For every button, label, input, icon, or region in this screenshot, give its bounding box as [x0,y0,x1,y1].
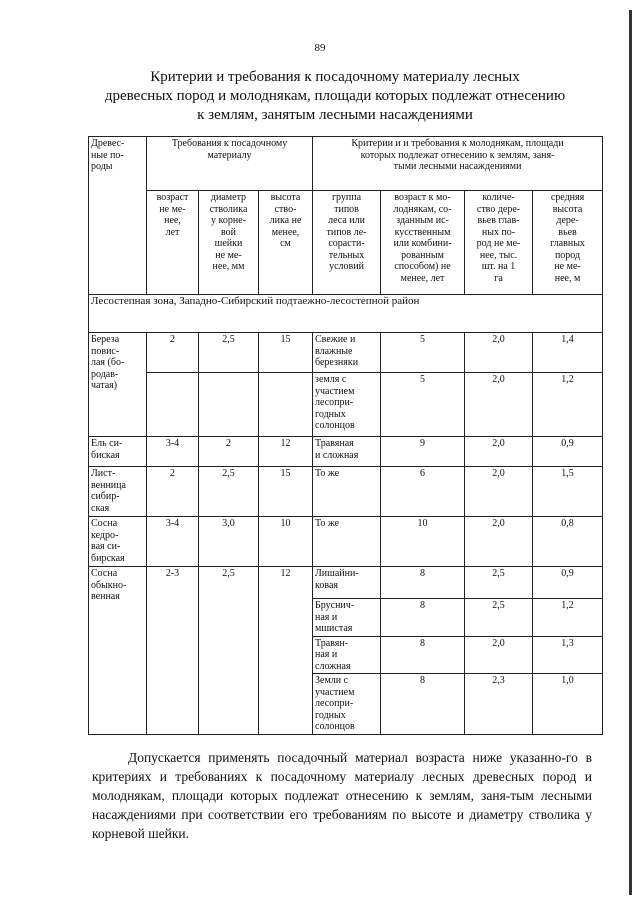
species-cell: Береза повис- лая (бо- родав- чатая) [89,333,147,437]
forest-type-cell: Лишайни- ковая [313,567,381,599]
young-age-cell: 5 [381,373,465,437]
height-cell: 12 [259,437,313,467]
age-cell: 2 [147,467,199,517]
empty-cell [147,373,199,437]
species-cell: Ель си- биская [89,437,147,467]
criteria-table [88,136,603,735]
scan-edge-line [629,10,632,895]
mean-height-cell: 1,2 [533,373,603,437]
species-cell: Сосна кедро- вая си- бирская [89,517,147,567]
tree-count-cell: 2,0 [465,636,533,674]
forest-type-cell: Бруснич- ная и мшистая [313,599,381,637]
table-row [89,467,603,517]
subheader-mean-height: средняя высота дере- вьев главных пород не ме- нее, м [533,191,603,295]
species-cell: Сосна обыкно- венная [89,567,147,735]
subheader-tree-count: количе- ство дере- вьев глав- ных по- род не ме- нее, тыс. шт. на 1 га [465,191,533,295]
tree-count-cell: 2,0 [465,373,533,437]
table-row [89,517,603,567]
forest-type-cell: Земли с участием лесопри- годных солонцов [313,674,381,735]
header-row [89,137,603,191]
young-age-cell: 8 [381,567,465,599]
subheader-forest-type: группа типов леса или типов ле- сорасти- тельных условий [313,191,381,295]
empty-cell [199,373,259,437]
mean-height-cell: 1,3 [533,636,603,674]
age-cell: 3-4 [147,517,199,567]
note-text: Допускается применять посадочный материал возраста ниже указанно-го в критериях и требованиях к посадочному материалу лесных древесных пород и молоднякам, площади которых подлежат отнесению к землям, заня-тым лесными насаждениями при соответствии его требованиям по высоте и диаметру стволика у корневой шейки. [92,750,592,841]
tree-count-cell: 2,0 [465,437,533,467]
tree-count-cell: 2,3 [465,674,533,735]
zone-row [89,295,603,333]
young-age-cell: 8 [381,674,465,735]
header-young-stands: Критерии и и требования к молоднякам, площади которых подлежат отнесению к землям, заня- тыми лесными насаждениями [313,137,603,191]
young-age-cell: 8 [381,599,465,637]
title-line: Критерии и требования к посадочному материалу лесных [150,69,520,85]
tree-count-cell: 2,0 [465,333,533,373]
mean-height-cell: 0,9 [533,437,603,467]
diameter-cell: 2,5 [199,333,259,373]
mean-height-cell: 0,9 [533,567,603,599]
tree-count-cell: 2,5 [465,567,533,599]
height-cell: 10 [259,517,313,567]
zone-label: Лесостепная зона, Западно-Сибирский подтаежно-лесостепной район [89,295,603,333]
young-age-cell: 8 [381,636,465,674]
table-row [89,567,603,599]
forest-type-cell: То же [313,467,381,517]
table-row [89,333,603,373]
tree-count-cell: 2,5 [465,599,533,637]
diameter-cell: 3,0 [199,517,259,567]
young-age-cell: 9 [381,437,465,467]
forest-type-cell: То же [313,517,381,567]
title-line: к землям, занятым лесными насаждениями [197,107,473,123]
forest-type-cell: Свежие и влажные березняки [313,333,381,373]
page-number: 89 [314,42,326,54]
mean-height-cell: 0,8 [533,517,603,567]
height-cell: 15 [259,333,313,373]
subheader-young-age: возраст к мо- лоднякам, со- зданным ис- кусственным или комбини- рованным способом) не менее, лет [381,191,465,295]
diameter-cell: 2,5 [199,567,259,735]
table-row [89,437,603,467]
header-planting-material: Требования к посадочному материалу [147,137,313,191]
tree-count-cell: 2,0 [465,467,533,517]
mean-height-cell: 1,4 [533,333,603,373]
young-age-cell: 6 [381,467,465,517]
height-cell: 12 [259,567,313,735]
diameter-cell: 2 [199,437,259,467]
subheader-age: возраст не ме- нее, лет [147,191,199,295]
young-age-cell: 10 [381,517,465,567]
header-species: Древес- ные по- роды [89,137,147,295]
note-paragraph [92,748,592,843]
empty-cell [259,373,313,437]
young-age-cell: 5 [381,333,465,373]
subheader-diameter: диаметр стволика у корне- вой шейки не ме- нее, мм [199,191,259,295]
age-cell: 2-3 [147,567,199,735]
forest-type-cell: Травяная и сложная [313,437,381,467]
species-cell: Лист- венница сибир- ская [89,467,147,517]
document-title [95,68,575,125]
subheader-height: высота ство- лика не менее, см [259,191,313,295]
tree-count-cell: 2,0 [465,517,533,567]
title-line: древесных пород и молоднякам, площади которых подлежат отнесению [104,88,566,104]
mean-height-cell: 1,2 [533,599,603,637]
forest-type-cell: земля с участием лесопри- годных солонцов [313,373,381,437]
mean-height-cell: 1,0 [533,674,603,735]
diameter-cell: 2,5 [199,467,259,517]
mean-height-cell: 1,5 [533,467,603,517]
forest-type-cell: Травян- ная и сложная [313,636,381,674]
table-row [89,373,603,437]
height-cell: 15 [259,467,313,517]
age-cell: 2 [147,333,199,373]
age-cell: 3-4 [147,437,199,467]
subheader-row [89,191,603,295]
